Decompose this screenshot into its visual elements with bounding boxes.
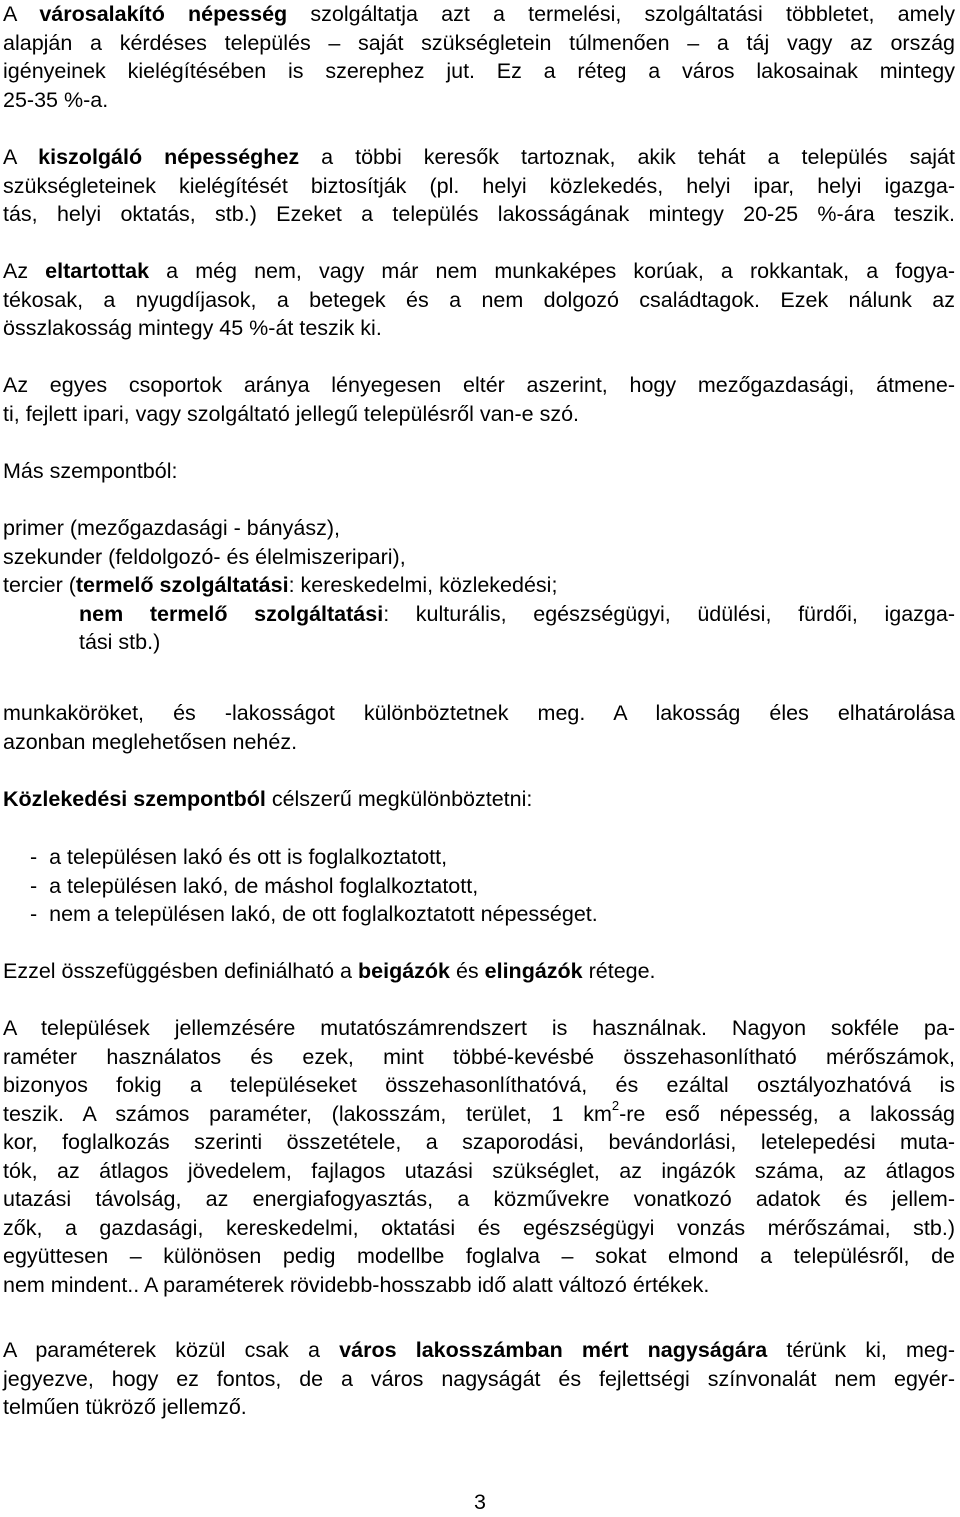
bold-term: elingázók xyxy=(484,959,583,983)
text-line: tékosak, a nyugdíjasok, a betegek és a nem dolgozó családtagok. Ezek nálunk az xyxy=(3,287,955,312)
superscript: 2 xyxy=(611,1098,620,1114)
text-line: szükségleteinek kielégítését biztosítják (pl. helyi közlekedés, helyi ipar, helyi igazga- xyxy=(3,173,955,198)
text-line: Közlekedési szempontból célszerű megkülönböztetni: xyxy=(3,787,533,811)
text-line: jegyezve, hogy ez fontos, de a város nagyságát és fejlettségi színvonalát nem egyér- xyxy=(3,1366,955,1391)
text-line: nem mindent.. A paraméterek rövidebb-hosszabb idő alatt változó értékek. xyxy=(3,1272,710,1297)
text-line: A települések jellemzésére mutatószámrendszert is használnak. Nagyon sokféle pa- xyxy=(3,1016,955,1040)
text-line: bizonyos fokig a településeket összehasonlíthatóvá, és ezáltal osztályozhatóvá is xyxy=(3,1073,955,1097)
paragraph-mutatoszam xyxy=(3,1014,955,1299)
text-line: A kiszolgáló népességhez a többi keresők tartoznak, akik tehát a település saját xyxy=(3,145,955,169)
paragraph-csoportok xyxy=(3,371,955,428)
paragraph-kiszolgalo xyxy=(3,143,955,229)
paragraph-lakosszam xyxy=(3,1336,955,1422)
bold-term: városalakító népesség xyxy=(39,2,288,26)
list-item: - a településen lakó és ott is foglalkoztatott, xyxy=(30,845,448,869)
bold-term: termelő szolgáltatási xyxy=(75,573,289,597)
sector-szekunder: szekunder (feldolgozó- és élelmiszeripari), xyxy=(3,544,406,569)
text-line: raméter használatos és ezek, mint többé-kevésbé összehasonlítható mérőszámok, xyxy=(3,1044,955,1069)
paragraph-varosalakito xyxy=(3,0,955,114)
bold-term: város lakosszámban mért nagyságára xyxy=(339,1338,768,1362)
text-line: azonban meglehetősen nehéz. xyxy=(3,729,298,754)
bold-term: eltartottak xyxy=(45,259,150,283)
bold-term: beigázók xyxy=(358,959,450,983)
sector-tercier: tercier (termelő szolgáltatási: kereskedelmi, közlekedési; xyxy=(3,573,558,597)
text-line: A paraméterek közül csak a város lakosszámban mért nagyságára térünk ki, meg- xyxy=(3,1338,955,1362)
paragraph-mas-szempontbol xyxy=(3,457,955,486)
text-line: teszik. A számos paraméter, (lakosszám, terület, 1 $km^2-re$ eső népesség, a lakosság xyxy=(3,1098,955,1126)
text-line: 25-35 %-a. xyxy=(3,87,109,112)
bold-term: kiszolgáló népességhez xyxy=(38,145,300,169)
list-item: - a településen lakó, de máshol foglalkoztatott, xyxy=(30,873,479,898)
sector-primer: primer (mezőgazdasági - bányász), xyxy=(3,516,340,540)
page-number: 3 xyxy=(474,1490,486,1514)
list-item: - nem a településen lakó, de ott foglalkoztatott népességet. xyxy=(30,902,598,926)
commuter-list xyxy=(30,843,950,929)
bold-term: Közlekedési szempontból xyxy=(3,787,266,811)
text-line: tók, az átlagos jövedelem, fajlagos utazási szükséglet, az ingázók száma, az átlagos xyxy=(3,1158,955,1183)
text-line: igényeinek kielégítésében is szerephez jut. Ez a réteg a város lakosainak mintegy xyxy=(3,59,955,83)
text-line: alapján a kérdéses település – saját szükségletein túlmenően – a táj vagy az ország xyxy=(3,30,955,55)
text-line: összlakosság mintegy 45 %-át teszik ki. xyxy=(3,316,382,340)
text-line: A városalakító népesség szolgáltatja azt a termelési, szolgáltatási többletet, amely xyxy=(3,2,955,26)
paragraph-kozlekedesi xyxy=(3,785,955,814)
paragraph-eltartottak xyxy=(3,257,955,343)
text-line: kor, foglalkozás szerinti összetétele, a szaporodási, bevándorlási, letelepedési muta- xyxy=(3,1130,955,1154)
text-line: Más szempontból: xyxy=(3,459,178,483)
text-line: Ezzel összefüggésben definiálható a beigázók és elingázók rétege. xyxy=(3,959,656,983)
text-line: együttesen – különösen pedig modellbe foglalva – sokat elmond a településről, de xyxy=(3,1244,955,1268)
text-line: tás, helyi oktatás, stb.) Ezeket a település lakosságának mintegy 20-25 %-ára teszik. xyxy=(3,202,955,226)
bold-term: nem termelő szolgáltatási xyxy=(79,601,384,626)
paragraph-ingazok xyxy=(3,957,955,986)
text-line: tási stb.) xyxy=(79,630,161,654)
paragraph-munkakorok xyxy=(3,699,955,756)
text-line: munkaköröket, és -lakosságot különböztetnek meg. A lakosság éles elhatárolása xyxy=(3,701,955,725)
text-line: telműen tükröző jellemző. xyxy=(3,1395,247,1419)
text-line: Az egyes csoportok aránya lényegesen eltér aszerint, hogy mezőgazdasági, átmene- xyxy=(3,373,955,397)
text-line: Az eltartottak a még nem, vagy már nem munkaképes korúak, a rokkantak, a fogya- xyxy=(3,259,955,283)
sector-list xyxy=(3,514,955,657)
text-line: zők, a gazdasági, kereskedelmi, oktatási és egészségügyi vonzás mérőszámai, stb.) xyxy=(3,1215,955,1240)
text-line: utazási távolság, az energiafogyasztás, a közművekre vonatkozó adatok és jellem- xyxy=(3,1187,955,1211)
text-line: ti, fejlett ipari, vagy szolgáltató jellegű településről van-e szó. xyxy=(3,401,580,426)
sector-tercier-continued: nem termelő szolgáltatási: kulturális, egészségügyi, üdülési, fürdői, igazga- xyxy=(79,601,955,626)
